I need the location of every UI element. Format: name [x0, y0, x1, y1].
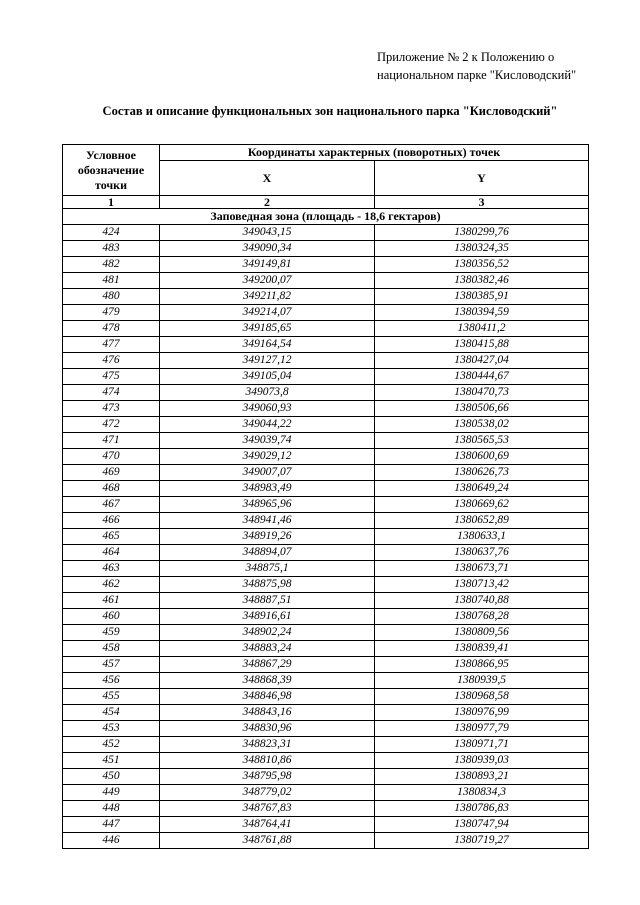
point-id-cell: 451	[63, 753, 160, 769]
point-id-cell: 478	[63, 321, 160, 337]
point-id-cell: 473	[63, 401, 160, 417]
table-row	[63, 305, 589, 321]
table-row	[63, 657, 589, 673]
point-id-cell: 462	[63, 577, 160, 593]
table-row	[63, 593, 589, 609]
point-id-cell: 467	[63, 497, 160, 513]
point-id-cell: 464	[63, 545, 160, 561]
y-coordinate-cell: 1380866,95	[375, 657, 589, 673]
y-coordinate-cell: 1380382,46	[375, 273, 589, 289]
x-coordinate-cell: 348902,24	[160, 625, 375, 641]
y-coordinate-cell: 1380713,42	[375, 577, 589, 593]
table-row	[63, 785, 589, 801]
table-row	[63, 673, 589, 689]
x-coordinate-cell: 349127,12	[160, 353, 375, 369]
x-coordinate-cell: 349060,93	[160, 401, 375, 417]
y-coordinate-cell: 1380786,83	[375, 801, 589, 817]
header-coordinates: Координаты характерных (поворотных) точек	[160, 145, 589, 161]
y-coordinate-cell: 1380565,53	[375, 433, 589, 449]
x-coordinate-cell: 349214,07	[160, 305, 375, 321]
table-row	[63, 417, 589, 433]
header-point-designation: Условное обозначение точки	[63, 145, 160, 196]
zone-title: Заповедная зона (площадь - 18,6 гектаров)	[63, 209, 589, 225]
point-id-cell: 472	[63, 417, 160, 433]
x-coordinate-cell: 349007,07	[160, 465, 375, 481]
x-coordinate-cell: 348843,16	[160, 705, 375, 721]
appendix-note	[377, 48, 627, 84]
x-coordinate-cell: 349185,65	[160, 321, 375, 337]
table-row	[63, 641, 589, 657]
y-coordinate-cell: 1380652,89	[375, 513, 589, 529]
x-coordinate-cell: 349164,54	[160, 337, 375, 353]
point-id-cell: 463	[63, 561, 160, 577]
table-row	[63, 545, 589, 561]
point-id-cell: 453	[63, 721, 160, 737]
x-coordinate-cell: 348894,07	[160, 545, 375, 561]
table-row	[63, 513, 589, 529]
y-coordinate-cell: 1380834,3	[375, 785, 589, 801]
table-row	[63, 337, 589, 353]
point-id-cell: 457	[63, 657, 160, 673]
point-id-cell: 424	[63, 225, 160, 241]
table-row	[63, 529, 589, 545]
y-coordinate-cell: 1380626,73	[375, 465, 589, 481]
table-row	[63, 769, 589, 785]
point-id-cell: 479	[63, 305, 160, 321]
point-id-cell: 461	[63, 593, 160, 609]
point-id-cell: 447	[63, 817, 160, 833]
point-id-cell: 450	[63, 769, 160, 785]
y-coordinate-cell: 1380971,71	[375, 737, 589, 753]
point-id-cell: 466	[63, 513, 160, 529]
y-coordinate-cell: 1380633,1	[375, 529, 589, 545]
y-coordinate-cell: 1380385,91	[375, 289, 589, 305]
x-coordinate-cell: 349200,07	[160, 273, 375, 289]
table-row	[63, 561, 589, 577]
point-id-cell: 469	[63, 465, 160, 481]
x-coordinate-cell: 349149,81	[160, 257, 375, 273]
point-id-cell: 452	[63, 737, 160, 753]
point-id-cell: 468	[63, 481, 160, 497]
y-coordinate-cell: 1380470,73	[375, 385, 589, 401]
x-coordinate-cell: 349105,04	[160, 369, 375, 385]
table-row	[63, 289, 589, 305]
x-coordinate-cell: 349073,8	[160, 385, 375, 401]
x-coordinate-cell: 348761,88	[160, 833, 375, 849]
x-coordinate-cell: 348983,49	[160, 481, 375, 497]
point-id-cell: 448	[63, 801, 160, 817]
x-coordinate-cell: 348919,26	[160, 529, 375, 545]
y-coordinate-cell: 1380394,59	[375, 305, 589, 321]
table-row	[63, 385, 589, 401]
x-coordinate-cell: 349039,74	[160, 433, 375, 449]
table-row	[63, 833, 589, 849]
table-body	[63, 225, 589, 849]
column-number-1: 1	[63, 196, 160, 209]
point-id-cell: 477	[63, 337, 160, 353]
y-coordinate-cell: 1380649,24	[375, 481, 589, 497]
y-coordinate-cell: 1380427,04	[375, 353, 589, 369]
table-row	[63, 721, 589, 737]
header-x: X	[160, 161, 375, 196]
table-row	[63, 705, 589, 721]
x-coordinate-cell: 348767,83	[160, 801, 375, 817]
point-id-cell: 481	[63, 273, 160, 289]
x-coordinate-cell: 348941,46	[160, 513, 375, 529]
table-row	[63, 801, 589, 817]
x-coordinate-cell: 349090,34	[160, 241, 375, 257]
y-coordinate-cell: 1380415,88	[375, 337, 589, 353]
table-row	[63, 497, 589, 513]
header-y: Y	[375, 161, 589, 196]
table-row	[63, 753, 589, 769]
y-coordinate-cell: 1380768,28	[375, 609, 589, 625]
y-coordinate-cell: 1380719,27	[375, 833, 589, 849]
coordinates-table	[62, 144, 589, 849]
column-number-2: 2	[160, 196, 375, 209]
table-row	[63, 609, 589, 625]
y-coordinate-cell: 1380968,58	[375, 689, 589, 705]
table-row	[63, 353, 589, 369]
y-coordinate-cell: 1380538,02	[375, 417, 589, 433]
x-coordinate-cell: 348830,96	[160, 721, 375, 737]
point-id-cell: 471	[63, 433, 160, 449]
y-coordinate-cell: 1380444,67	[375, 369, 589, 385]
table-row	[63, 689, 589, 705]
y-coordinate-cell: 1380356,52	[375, 257, 589, 273]
y-coordinate-cell: 1380977,79	[375, 721, 589, 737]
table-row	[63, 481, 589, 497]
x-coordinate-cell: 348779,02	[160, 785, 375, 801]
point-id-cell: 474	[63, 385, 160, 401]
point-id-cell: 470	[63, 449, 160, 465]
point-id-cell: 476	[63, 353, 160, 369]
x-coordinate-cell: 348867,29	[160, 657, 375, 673]
x-coordinate-cell: 348887,51	[160, 593, 375, 609]
x-coordinate-cell: 348883,24	[160, 641, 375, 657]
y-coordinate-cell: 1380637,76	[375, 545, 589, 561]
point-id-cell: 458	[63, 641, 160, 657]
table-row	[63, 449, 589, 465]
x-coordinate-cell: 349211,82	[160, 289, 375, 305]
table-row	[63, 225, 589, 241]
y-coordinate-cell: 1380893,21	[375, 769, 589, 785]
table-row	[63, 577, 589, 593]
table-row	[63, 241, 589, 257]
point-id-cell: 480	[63, 289, 160, 305]
x-coordinate-cell: 348868,39	[160, 673, 375, 689]
point-id-cell: 460	[63, 609, 160, 625]
y-coordinate-cell: 1380939,5	[375, 673, 589, 689]
point-id-cell: 449	[63, 785, 160, 801]
table-row	[63, 817, 589, 833]
y-coordinate-cell: 1380600,69	[375, 449, 589, 465]
y-coordinate-cell: 1380809,56	[375, 625, 589, 641]
x-coordinate-cell: 348795,98	[160, 769, 375, 785]
y-coordinate-cell: 1380669,62	[375, 497, 589, 513]
x-coordinate-cell: 348823,31	[160, 737, 375, 753]
appendix-line-1: Приложение № 2 к Положению о	[377, 50, 555, 64]
y-coordinate-cell: 1380324,35	[375, 241, 589, 257]
y-coordinate-cell: 1380740,88	[375, 593, 589, 609]
x-coordinate-cell: 348764,41	[160, 817, 375, 833]
point-id-cell: 475	[63, 369, 160, 385]
table-row	[63, 401, 589, 417]
x-coordinate-cell: 348846,98	[160, 689, 375, 705]
table-row	[63, 257, 589, 273]
point-id-cell: 455	[63, 689, 160, 705]
point-id-cell: 482	[63, 257, 160, 273]
table-row	[63, 465, 589, 481]
point-id-cell: 459	[63, 625, 160, 641]
y-coordinate-cell: 1380747,94	[375, 817, 589, 833]
x-coordinate-cell: 348875,98	[160, 577, 375, 593]
point-id-cell: 456	[63, 673, 160, 689]
x-coordinate-cell: 348965,96	[160, 497, 375, 513]
point-id-cell: 483	[63, 241, 160, 257]
x-coordinate-cell: 349044,22	[160, 417, 375, 433]
y-coordinate-cell: 1380673,71	[375, 561, 589, 577]
point-id-cell: 465	[63, 529, 160, 545]
y-coordinate-cell: 1380976,99	[375, 705, 589, 721]
y-coordinate-cell: 1380299,76	[375, 225, 589, 241]
x-coordinate-cell: 349043,15	[160, 225, 375, 241]
document-title: Состав и описание функциональных зон национального парка "Кисловодский"	[102, 104, 558, 118]
y-coordinate-cell: 1380839,41	[375, 641, 589, 657]
x-coordinate-cell: 348875,1	[160, 561, 375, 577]
column-number-3: 3	[375, 196, 589, 209]
table-row	[63, 369, 589, 385]
x-coordinate-cell: 348916,61	[160, 609, 375, 625]
table-row	[63, 625, 589, 641]
table-row	[63, 433, 589, 449]
point-id-cell: 454	[63, 705, 160, 721]
x-coordinate-cell: 348810,86	[160, 753, 375, 769]
table-row	[63, 737, 589, 753]
table-row	[63, 321, 589, 337]
table-row	[63, 273, 589, 289]
x-coordinate-cell: 349029,12	[160, 449, 375, 465]
appendix-line-2: национальном парке "Кисловодский"	[377, 68, 577, 82]
point-id-cell: 446	[63, 833, 160, 849]
y-coordinate-cell: 1380506,66	[375, 401, 589, 417]
y-coordinate-cell: 1380411,2	[375, 321, 589, 337]
y-coordinate-cell: 1380939,03	[375, 753, 589, 769]
